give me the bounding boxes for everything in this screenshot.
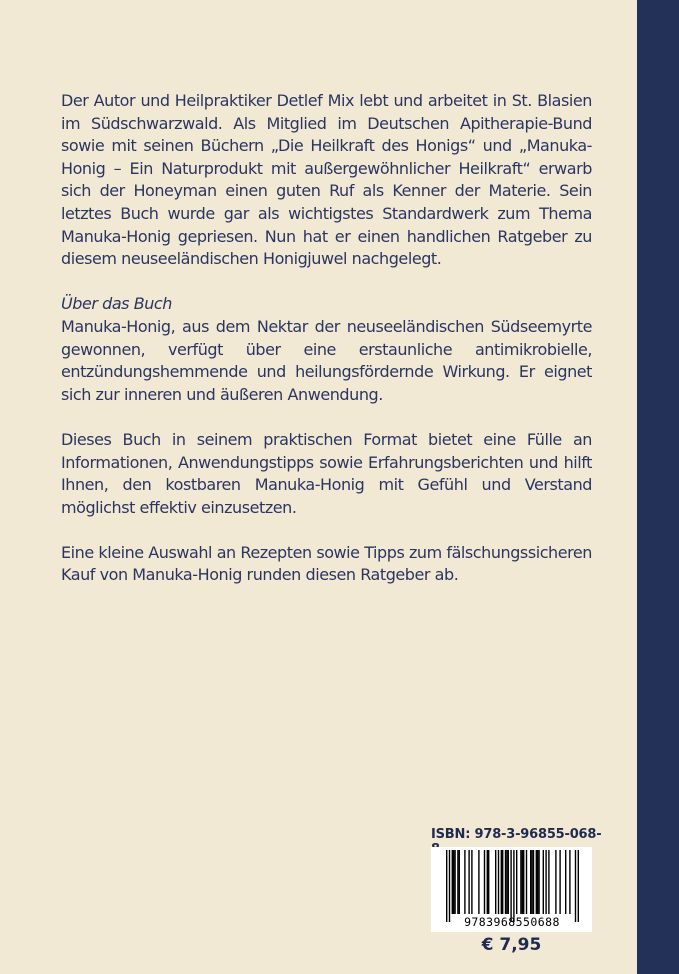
barcode-bar	[506, 850, 507, 914]
barcode-bar	[545, 850, 546, 914]
barcode-bar	[508, 850, 509, 914]
barcode-bar	[464, 850, 465, 914]
isbn-label: ISBN: 978-3-96855-068-	[431, 827, 602, 842]
barcode-bar	[520, 850, 521, 914]
barcode-bar	[575, 850, 576, 922]
cover-spine	[637, 0, 679, 974]
barcode-bar	[555, 850, 556, 914]
price: € 7,95	[481, 935, 542, 955]
barcode-bar	[449, 850, 450, 922]
barcode-bar	[471, 850, 472, 914]
barcode-bar	[484, 850, 485, 914]
barcode-bar	[452, 850, 453, 914]
barcode-bar	[516, 850, 517, 914]
barcode-bar	[478, 850, 479, 914]
barcode-bar	[559, 850, 560, 914]
book-paragraph-2: Dieses Buch in seinem praktischen Format bietet eine Fülle an Informationen, Anwendungstipps sowie Erfahrungsberichten und hilft Ihnen, den kostbaren Manuka-Honig mit Gefühl und Verstand möglichst effektiv einzusetzen.	[61, 429, 592, 517]
barcode-bar	[523, 850, 524, 914]
barcode-bar	[495, 850, 496, 914]
barcode-bar	[536, 850, 537, 914]
barcode-bar	[530, 850, 531, 914]
book-paragraph-1: Manuka-Honig, aus dem Nektar der neuseeländischen Südseemyrte gewonnen, verfügt über eine erstaunliche antimikrobielle, entzündungshemmende und heilungsfördernde Wirkung. Er eignet sich zur inneren und äußeren Anwendung.	[61, 316, 592, 404]
back-cover-text	[61, 90, 592, 587]
barcode-bar	[468, 850, 469, 914]
barcode-bar	[454, 850, 455, 914]
barcode-bar	[522, 850, 523, 914]
barcode-bar	[537, 850, 538, 914]
book-heading: Über das Buch	[61, 294, 172, 314]
barcode-bar	[513, 850, 514, 922]
barcode-bar	[505, 850, 506, 914]
barcode-bar	[502, 850, 503, 914]
barcode-bar	[526, 850, 527, 914]
barcode-bar	[578, 850, 579, 922]
barcode-bar	[498, 850, 499, 914]
barcode-digits: 9783968550688	[464, 915, 560, 929]
book-paragraph-3: Eine kleine Auswahl an Rezepten sowie Tipps zum fälschungssicheren Kauf von Manuka-Honig runden diesen Ratgeber ab.	[61, 542, 592, 585]
barcode-bar	[453, 850, 454, 914]
barcode-bar	[548, 850, 549, 914]
barcode-bar	[459, 850, 460, 914]
barcode-bar	[533, 850, 534, 914]
barcode-bar	[543, 850, 544, 914]
barcode-bar	[457, 850, 458, 914]
barcode-bar	[565, 850, 566, 914]
barcode-bar	[569, 850, 570, 914]
barcode-bar	[501, 850, 502, 914]
barcode-bar	[487, 850, 488, 914]
barcode-bar	[446, 850, 447, 922]
barcode-bar	[538, 850, 539, 914]
barcode-bar	[510, 850, 511, 922]
barcode-bar	[531, 850, 532, 914]
barcode	[431, 847, 592, 932]
barcode-bar	[488, 850, 489, 914]
author-paragraph: Der Autor und Heilpraktiker Detlef Mix lebt und arbeitet in St. Blasien im Südschwarzwald. Als Mitglied im Deutschen Apitherapie-Bund sowie mit seinen Büchern „Die Heilkraft des Honigs“ und „Manuka-Honig – Ein Naturprodukt mit außergewöhnlicher Heilkraft“ erwarb sich der Honeyman einen guten Ruf als Kenner der Materie. Sein letztes Buch wurde gar als wichtigstes Standardwerk zum Thema Manuka-Honig gepriesen. Nun hat er einen handlichen Ratgeber zu diesem neuseeländischen Honigjuwel nachgelegt.	[61, 91, 592, 269]
